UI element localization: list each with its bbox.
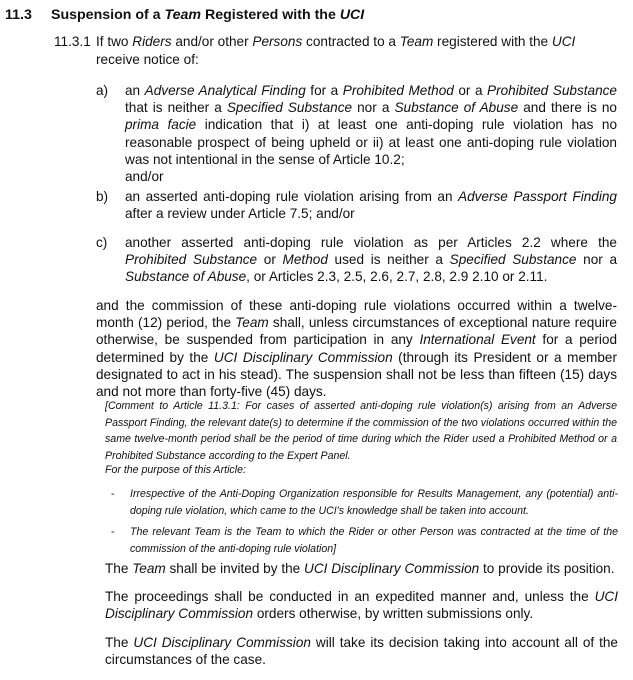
closing-paragraph-1: The Team shall be invited by the UCI Disciplinary Commission to provide its position. <box>105 561 615 576</box>
item-b-text: an asserted anti-doping rule violation arising from an Adverse Passport Finding after a review under Article 7.5; and/or <box>125 189 617 222</box>
closing-paragraph-3: The UCI Disciplinary Commission will take its decision taking into account all of the circumstances of the case. <box>105 635 618 668</box>
item-a-and-or: and/or <box>125 169 164 185</box>
item-a-text: an Adverse Analytical Finding for a Prohibited Method or a Prohibited Substance that is neither a Specified Substance nor a Substance of Abuse and there is no prima facie indication that i) at least one anti-doping rule violation has no reasonable prospect of being upheld or ii) at least one anti-doping rule violation was not intentional in the sense of Article 10.2; and/or <box>125 83 618 185</box>
item-b-letter: b) <box>96 189 109 204</box>
comment-bullet-1: Irrespective of the Anti-Doping Organization responsible for Results Management, any (potential) anti-doping rule violation, which came to the UCI's knowledge shall be taken into account. <box>130 488 618 517</box>
main-paragraph: and the commission of these anti-doping rule violations occurred within a twelve-month (12) period, the Team shall, unless circumstances of exceptional nature require otherwise, be suspended from participation in any International Event for a period determined by the UCI Disciplinary Commission (through its President or a member designated to act in his stead). The suspension shall not be less than fifteen (15) days and not more than forty-five (45) days. <box>96 298 618 400</box>
item-c-text: another asserted anti-doping rule violation as per Articles 2.2 where the Prohibited Substance or Method used is neither a Specified Substance nor a Substance of Abuse, or Articles 2.3, 2.5, 2.6, 2.7, 2.8, 2.9 2.10 or 2.11. <box>125 235 618 285</box>
item-a-letter: a) <box>96 83 109 98</box>
comment-bullet-2: The relevant Team is the Team to which the Rider or other Person was contracted at the time of the commission of the anti-doping rule violation] <box>130 526 618 555</box>
subsection-number: 11.3.1 <box>54 34 91 49</box>
comment-bullet-2-mark: - <box>111 526 115 538</box>
comment-bullet-1-mark: - <box>111 488 115 500</box>
subsection-intro: If two Riders and/or other Persons contracted to a Team registered with the UCI receive notice of: <box>96 34 576 67</box>
comment-purpose: For the purpose of this Article: <box>105 464 246 476</box>
item-c-letter: c) <box>96 235 108 250</box>
section-number: 11.3 <box>5 7 32 23</box>
closing-paragraph-2: The proceedings shall be conducted in an expedited manner and, unless the UCI Disciplinary Commission orders otherwise, by written submissions only. <box>105 589 618 622</box>
section-heading: 11.3 Suspension of a Team Registered with the UCI <box>5 7 365 23</box>
comment-text: [Comment to Article 11.3.1: For cases of asserted anti-doping rule violation(s) arising from an Adverse Passport Finding, the relevant date(s) to determine if the commission of the two violations occurred within the same twelve-month period shall be the period of time during which the Rider used a Prohibited Method or a Prohibited Substance according to the Expert Panel. <box>105 400 617 462</box>
